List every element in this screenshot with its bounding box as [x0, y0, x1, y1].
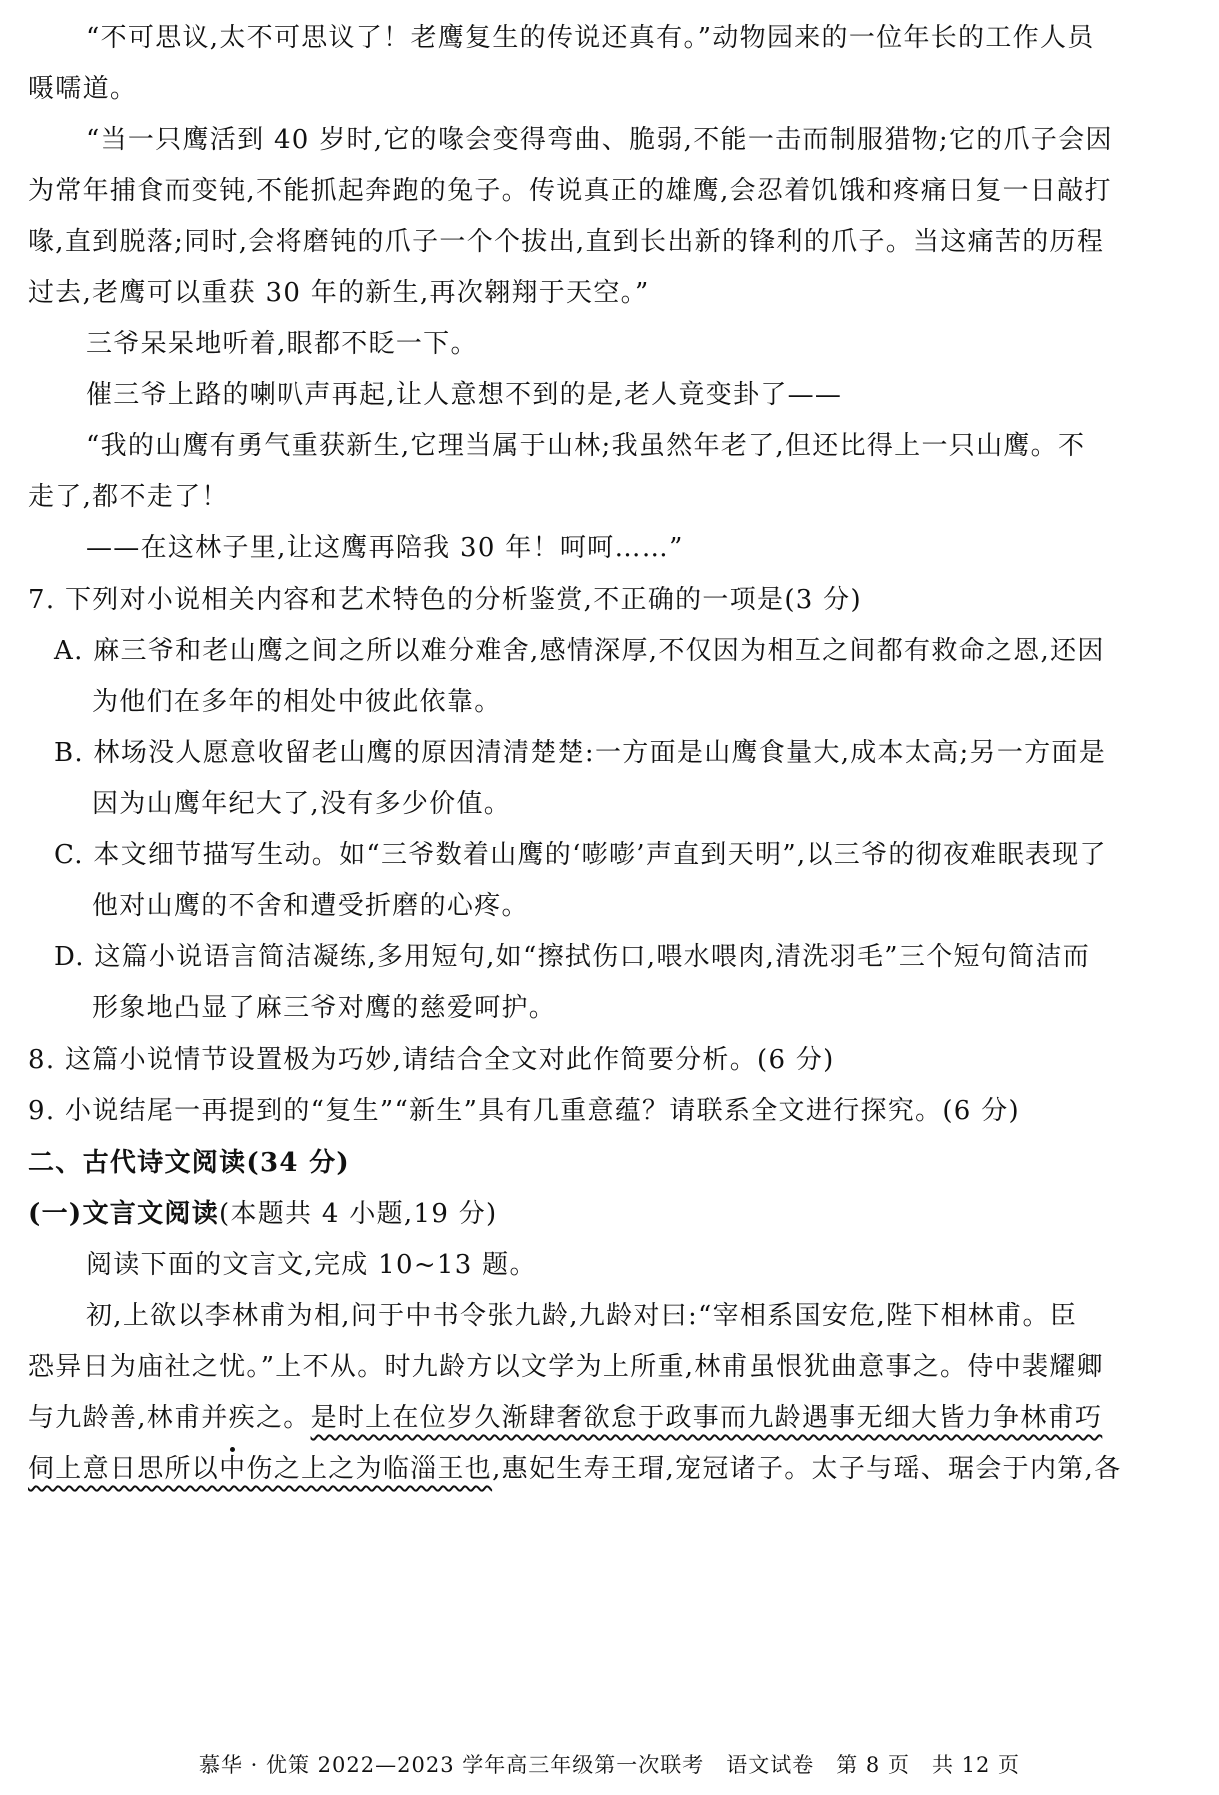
option-d-cont: 形象地凸显了麻三爷对鹰的慈爱呵护。 — [92, 993, 557, 1023]
passage-line: 催三爷上路的喇叭声再起,让人意想不到的是,老人竟变卦了—— — [86, 380, 843, 410]
passage-line: 嗫嚅道。 — [28, 74, 138, 104]
plain-segment: ,惠妃生寿王瑁,宠冠诸子。太子与瑶、琚会于内第,各 — [492, 1454, 1122, 1484]
passage-line: ——在这林子里,让这鹰再陪我 30 年！呵呵……” — [86, 533, 684, 563]
passage-line: “当一只鹰活到 40 岁时,它的喙会变得弯曲、脆弱,不能一击而制服猎物;它的爪子会因 — [86, 125, 1113, 155]
wavy-underlined-segment: 伺上意日思所以中伤之上之为临淄王也 — [28, 1454, 493, 1484]
option-d: D. 这篇小说语言简洁凝练,多用短句,如“擦拭伤口,喂水喂肉,清洗羽毛”三个短句简洁而 — [54, 942, 1090, 972]
option-c-cont: 他对山鹰的不舍和遭受折磨的心疼。 — [92, 891, 529, 921]
passage-line: 走了,都不走了！ — [28, 482, 229, 512]
option-a: A. 麻三爷和老山鹰之间之所以难分难舍,感情深厚,不仅因为相互之间都有救命之恩,还因 — [54, 636, 1105, 666]
option-c: C. 本文细节描写生动。如“三爷数着山鹰的‘嘭嘭’声直到天明”,以三爷的彻夜难眠表现了 — [54, 840, 1107, 870]
wavy-underlined-segment: 是时上在位岁久渐肆奢欲怠于政事而九龄遇事无细大皆力争林甫巧 — [310, 1403, 1103, 1433]
passage-line: 三爷呆呆地听着,眼都不眨一下。 — [86, 329, 478, 359]
option-b: B. 林场没人愿意收留老山鹰的原因清清楚楚:一方面是山鹰食量大,成本太高;另一方面是 — [54, 738, 1107, 768]
question-9: 9. 小说结尾一再提到的“复生”“新生”具有几重意蕴？请联系全文进行探究。(6 分) — [28, 1096, 1020, 1126]
option-a-cont: 为他们在多年的相处中彼此依靠。 — [92, 687, 502, 717]
question-8: 8. 这篇小说情节设置极为巧妙,请结合全文对此作简要分析。(6 分) — [28, 1045, 835, 1075]
subsection-title: (一)文言文阅读 — [28, 1199, 220, 1229]
passage-line: 喙,直到脱落;同时,会将磨钝的爪子一个个拔出,直到长出新的锋利的爪子。当这痛苦的历程 — [28, 227, 1105, 257]
passage-line: 为常年捕食而变钝,不能抓起奔跑的兔子。传说真正的雄鹰,会忍着饥饿和疼痛日复一日敲打 — [28, 176, 1112, 206]
passage-line: “我的山鹰有勇气重获新生,它理当属于山林;我虽然年老了,但还比得上一只山鹰。不 — [86, 431, 1086, 461]
section-2-heading: 二、古代诗文阅读(34 分) — [28, 1148, 351, 1178]
page-footer: 慕华 · 优策 2022—2023 学年高三年级第一次联考 语文试卷 第 8 页 共 12 页 — [198, 1753, 1021, 1777]
option-b-cont: 因为山鹰年纪大了,没有多少价值。 — [92, 789, 512, 819]
classical-text-line: 恐异日为庙社之忧。”上不从。时九龄方以文学为上所重,林甫虽恨犹曲意事之。侍中裴耀卿 — [28, 1352, 1104, 1382]
subsection-1-heading — [28, 1195, 1193, 1233]
classical-text-line — [28, 1450, 1193, 1488]
classical-text-line — [28, 1399, 1193, 1437]
classical-text-line: 初,上欲以李林甫为相,问于中书令张九龄,九龄对曰:“宰相系国安危,陛下相林甫。臣 — [86, 1301, 1078, 1331]
subsection-note: (本题共 4 小题,19 分) — [219, 1199, 498, 1229]
plain-segment: 与九龄善,林甫并疾之。 — [28, 1403, 311, 1433]
question-7: 7. 下列对小说相关内容和艺术特色的分析鉴赏,不正确的一项是(3 分) — [28, 585, 862, 615]
passage-line: “不可思议,太不可思议了！老鹰复生的传说还真有。”动物园来的一位年长的工作人员 — [86, 23, 1095, 53]
passage-line: 过去,老鹰可以重获 30 年的新生,再次翱翔于天空。” — [28, 278, 650, 308]
reading-instruction: 阅读下面的文言文,完成 10~13 题。 — [86, 1250, 537, 1280]
